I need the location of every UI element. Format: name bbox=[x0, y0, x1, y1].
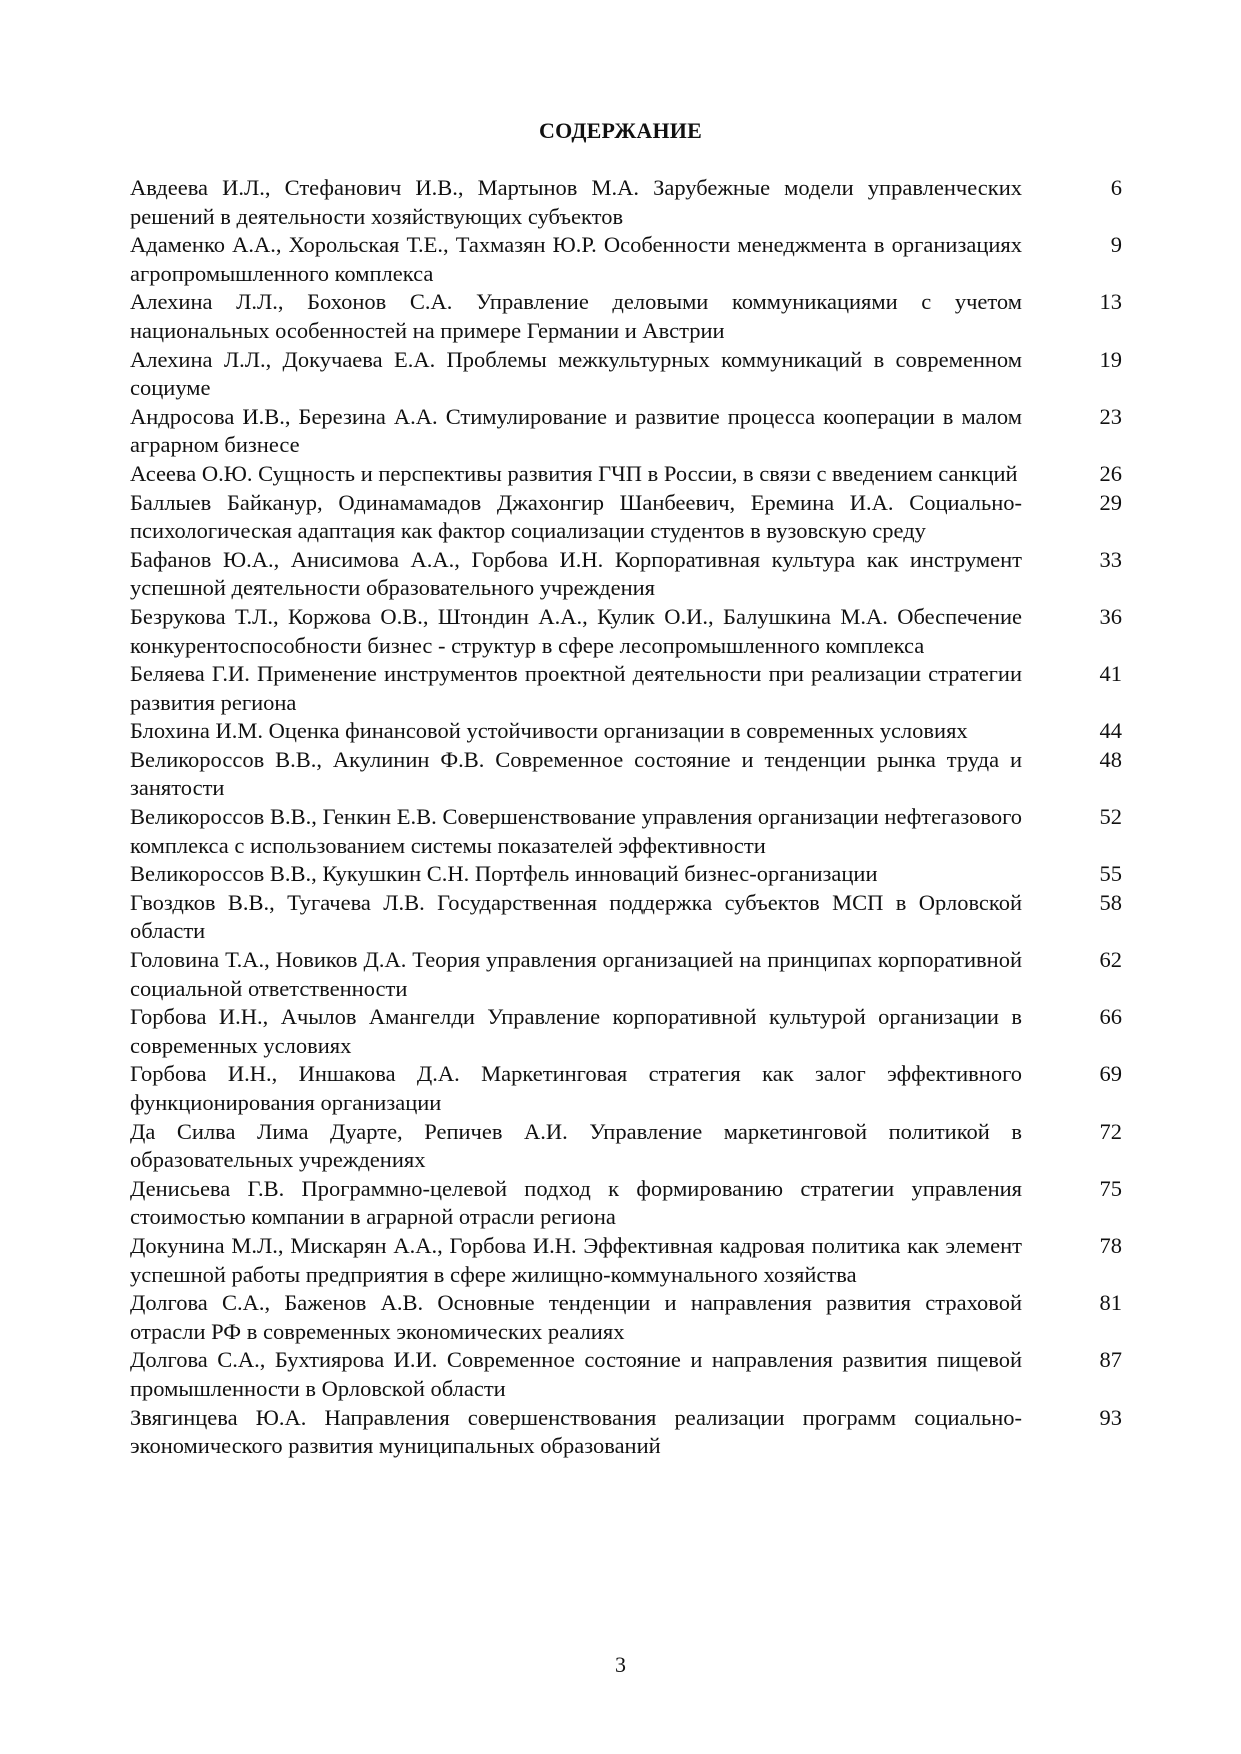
toc-entry-title: Адаменко А.А., Хорольская Т.Е., Тахмазян Ю.Р. Особенности менеджмента в организациях агропромышленного комплекса bbox=[130, 232, 1022, 286]
toc-entry-title: Долгова С.А., Баженов А.В. Основные тенденции и направления развития страховой отрасли РФ в современных экономических реалиях bbox=[130, 1290, 1022, 1344]
toc-entry-page-number: 9 bbox=[1110, 232, 1122, 258]
toc-entry bbox=[130, 489, 1122, 546]
toc-entry bbox=[130, 1289, 1122, 1346]
toc-entry-title: Авдеева И.Л., Стефанович И.В., Мартынов М.А. Зарубежные модели управленческих решений в деятельности хозяйствующих субъектов bbox=[130, 175, 1022, 229]
page-number: 3 bbox=[615, 1652, 626, 1677]
toc-entry bbox=[130, 346, 1122, 403]
toc-entry-page-number: 55 bbox=[1099, 861, 1122, 887]
toc-entry bbox=[130, 460, 1122, 489]
toc-entry-page-number: 48 bbox=[1099, 746, 1122, 772]
toc-entry-page-number: 69 bbox=[1099, 1061, 1122, 1087]
toc-entry-page-number: 78 bbox=[1099, 1232, 1122, 1258]
toc-entry bbox=[130, 403, 1122, 460]
toc-entry bbox=[130, 1060, 1122, 1117]
toc-entry-page-number: 44 bbox=[1099, 718, 1122, 744]
toc-entry-page-number: 41 bbox=[1099, 661, 1122, 687]
toc-entry bbox=[130, 946, 1122, 1003]
toc-entry-title: Блохина И.М. Оценка финансовой устойчивости организации в современных условиях bbox=[130, 718, 968, 744]
toc-entry-title: Асеева О.Ю. Сущность и перспективы развития ГЧП в России, в связи с введением санкций bbox=[130, 460, 1018, 486]
toc-entry bbox=[130, 660, 1122, 717]
toc-entry-page-number: 19 bbox=[1099, 346, 1122, 372]
toc-entry bbox=[130, 603, 1122, 660]
toc-entry bbox=[130, 546, 1122, 603]
toc-entry-title: Да Силва Лима Дуарте, Репичев А.И. Управление маркетинговой политикой в образовательных учреждениях bbox=[130, 1118, 1022, 1173]
toc-entry-title: Андросова И.В., Березина А.А. Стимулирование и развитие процесса кооперации в малом аграрном бизнесе bbox=[130, 403, 1022, 458]
toc-entry-title: Великороссов В.В., Генкин Е.В. Совершенствование управления организации нефтегазового комплекса с использованием системы показателей эффективности bbox=[130, 804, 1022, 858]
toc-entry bbox=[130, 1404, 1122, 1461]
toc-entry-page-number: 29 bbox=[1099, 489, 1122, 515]
toc-entry-title: Докунина М.Л., Мискарян А.А., Горбова И.Н. Эффективная кадровая политика как элемент успешной работы предприятия в сфере жилищно-коммунального хозяйства bbox=[130, 1232, 1022, 1287]
toc-entry bbox=[130, 1232, 1122, 1289]
toc-entry bbox=[130, 803, 1122, 860]
toc-entry-page-number: 6 bbox=[1110, 175, 1122, 200]
toc-entry-title: Беляева Г.И. Применение инструментов проектной деятельности при реализации стратегии развития региона bbox=[130, 661, 1022, 715]
toc-entry-page-number: 36 bbox=[1099, 603, 1122, 629]
toc-entry-page-number: 93 bbox=[1099, 1404, 1122, 1430]
toc-entry-title: Бафанов Ю.А., Анисимова А.А., Горбова И.Н. Корпоративная культура как инструмент успешной деятельности образовательного учреждения bbox=[130, 546, 1022, 601]
toc-entry bbox=[130, 889, 1122, 946]
toc-entry bbox=[130, 1346, 1122, 1403]
toc-entry-page-number: 66 bbox=[1099, 1004, 1122, 1030]
toc-entry-title: Безрукова Т.Л., Коржова О.В., Штондин А.А., Кулик О.И., Балушкина М.А. Обеспечение конкурентоспособности бизнес - структур в сфере лесопромышленного комплекса bbox=[130, 603, 1022, 658]
toc-entry-page-number: 87 bbox=[1099, 1347, 1122, 1373]
toc-entry bbox=[130, 717, 1122, 746]
toc-entry bbox=[130, 231, 1122, 288]
toc-entry-title: Алехина Л.Л., Докучаева Е.А. Проблемы межкультурных коммуникаций в современном социуме bbox=[130, 346, 1022, 401]
toc-entry-page-number: 26 bbox=[1099, 460, 1122, 486]
toc-entry bbox=[130, 288, 1122, 345]
table-of-contents bbox=[130, 174, 1122, 1461]
toc-entry-page-number: 62 bbox=[1099, 947, 1122, 973]
toc-entry bbox=[130, 1175, 1122, 1232]
toc-entry-title: Звягинцева Ю.А. Направления совершенствования реализации программ социально-экономического развития муниципальных образований bbox=[130, 1404, 1022, 1459]
toc-entry-page-number: 72 bbox=[1099, 1118, 1122, 1144]
toc-entry bbox=[130, 746, 1122, 803]
toc-entry-title: Баллыев Байканур, Одинамамадов Джахонгир Шанбеевич, Еремина И.А. Социально-психологическая адаптация как фактор социализации студентов в вузовскую среду bbox=[130, 489, 1022, 544]
toc-entry-page-number: 23 bbox=[1099, 403, 1122, 429]
toc-entry-page-number: 58 bbox=[1099, 889, 1122, 915]
toc-entry-page-number: 75 bbox=[1099, 1175, 1122, 1201]
toc-entry-title: Долгова С.А., Бухтиярова И.И. Современное состояние и направления развития пищевой промышленности в Орловской области bbox=[130, 1347, 1022, 1401]
toc-entry-title: Горбова И.Н., Ачылов Амангелди Управление корпоративной культурой организации в современных условиях bbox=[130, 1004, 1022, 1058]
toc-entry bbox=[130, 174, 1122, 231]
toc-entry bbox=[130, 1118, 1122, 1175]
toc-entry-page-number: 33 bbox=[1099, 546, 1122, 572]
toc-entry-title: Горбова И.Н., Иншакова Д.А. Маркетинговая стратегия как залог эффективного функционирования организации bbox=[130, 1061, 1022, 1115]
toc-entry-title: Гвоздков В.В., Тугачева Л.В. Государственная поддержка субъектов МСП в Орловской области bbox=[130, 889, 1022, 944]
toc-entry bbox=[130, 1003, 1122, 1060]
page-title: СОДЕРЖАНИЕ bbox=[539, 118, 702, 143]
toc-entry-title: Великороссов В.В., Кукушкин С.Н. Портфель инноваций бизнес-организации bbox=[130, 861, 878, 887]
toc-entry-title: Алехина Л.Л., Бохонов С.А. Управление деловыми коммуникациями с учетом национальных особенностей на примере Германии и Австрии bbox=[130, 289, 1022, 343]
toc-entry-title: Денисьева Г.В. Программно-целевой подход к формированию стратегии управления стоимостью компании в аграрной отрасли региона bbox=[130, 1175, 1022, 1230]
toc-entry-title: Великороссов В.В., Акулинин Ф.В. Современное состояние и тенденции рынка труда и занятости bbox=[130, 746, 1022, 801]
toc-entry-page-number: 13 bbox=[1099, 289, 1122, 315]
toc-entry-page-number: 52 bbox=[1099, 804, 1122, 830]
toc-entry-title: Головина Т.А., Новиков Д.А. Теория управления организацией на принципах корпоративной социальной ответственности bbox=[130, 947, 1022, 1001]
toc-entry-page-number: 81 bbox=[1099, 1290, 1122, 1316]
toc-entry bbox=[130, 860, 1122, 889]
